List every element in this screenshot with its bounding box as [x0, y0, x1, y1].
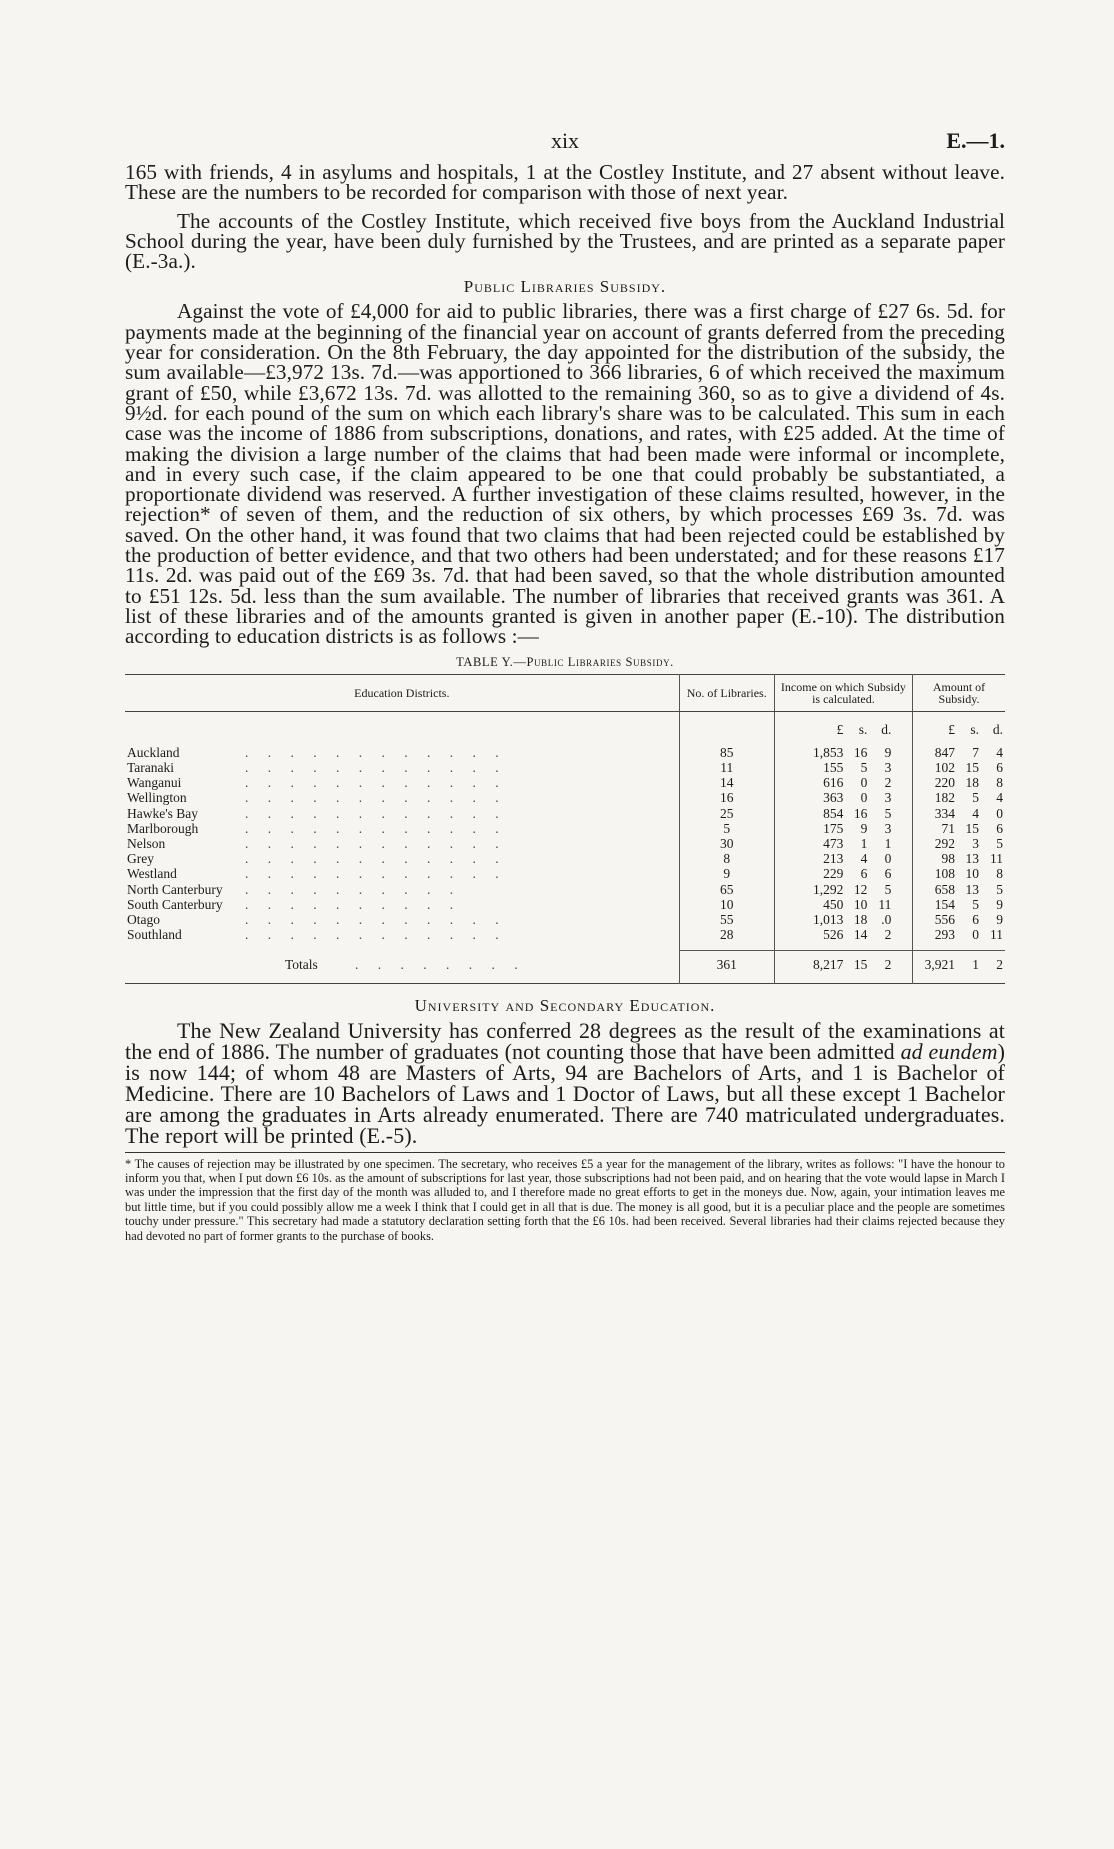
leader-dots: . . . . . . . .	[355, 957, 526, 973]
pence-value: .0	[881, 911, 892, 927]
pence-value: 2	[884, 775, 892, 791]
pence-value: 0	[996, 805, 1003, 821]
pence-value: 8	[996, 775, 1003, 791]
shillings-value: 4	[972, 805, 979, 821]
paragraph-libraries: Against the vote of £4,000 for aid to public libraries, there was a first charge of £27 6s. 5d. for payments made at the beginning of the financial year on account of grants deferred from the preceding year for consideration. On the 8th February, the day appointed for the distribution of the subsidy, the sum available—£3,972 13s. 7d.—was apportioned to 366 libraries, 6 of which received the maximum grant of £50, while £3,672 13s. 7d. was allotted to the remaining 360, so as to give a dividend of 4s. 9½d. for each pound of the sum on which each library's share was to be calculated. This sum in each case was the income of 1886 from subscriptions, donations, and rates, with £25 added. At the time of making the division a large number of the claims that had been made were informal or incomplete, and in every such case, if the claim appeared to be one that could probably be substantiated, a proportionate dividend was reserved. A further investigation of these claims resulted, however, in the rejection* of seven of them, and the reduction of six others, by which processes £69 3s. 7d. was saved. On the other hand, it was found that two claims that had been rejected could be established by the production of better evidence, and that two others had been understated; and for these reasons £17 11s. 2d. was paid out of the £69 3s. 7d. that had been saved, so that the whole distribution amounted to £51 12s. 5d. less than the sum available. The number of libraries that received grants was 361. A list of these libraries and of the amounts granted is given in another paper (E.-10). The distribution according to education districts is as follows :—	[125, 299, 1005, 649]
subsidy-value	[913, 775, 1006, 790]
pounds-value: 71	[941, 820, 955, 836]
footnote: * The causes of rejection may be illustrated by one specimen. The secretary, who receives £5 a year for the management of the library, writes as follows: "I have the honour to inform you that, when I put down £6 10s. as the amount of subscriptions for last year, those subscriptions had not been paid, and on hearing that the vote would lapse in March I was under the impression that the first day of the month was alluded to, and I therefore made no great efforts to get in the moneys due. Now, again, your intimation leaves me but little time, but if you could possibly allow me a week I think that I could get in all that is due. The money is all good, but it is a peculiar place and the people are sometimes touchy under pressure." This secretary had made a statutory declaration setting forth that the £6 10s. had been received. Several libraries had their claims rejected because they had devoted no part of former grants to the purchase of books.	[125, 1156, 1005, 1243]
district-name	[125, 927, 679, 942]
pounds-value: 363	[823, 790, 844, 806]
subsidy-value	[913, 745, 1006, 760]
shillings-value: 15	[853, 957, 868, 973]
district-label: Southland	[127, 927, 182, 943]
subsidy-value	[913, 882, 1006, 897]
income-value	[774, 912, 912, 927]
table-row	[125, 882, 1005, 897]
leader-dots: . . . . . . . . . . . .	[245, 911, 507, 927]
unit-shillings: s.	[970, 721, 979, 737]
pounds-value: 182	[934, 790, 955, 806]
col-amount: Amount of Subsidy.	[913, 674, 1006, 711]
district-label: Grey	[127, 851, 154, 867]
income-value	[774, 851, 912, 866]
district-label: Marlborough	[127, 820, 199, 836]
shillings-value: 15	[965, 820, 979, 836]
table-row	[125, 760, 1005, 775]
heading-libraries: Public Libraries Subsidy.	[463, 277, 667, 297]
leader-dots: . . . . . . . . . . . .	[245, 775, 507, 791]
shillings-value: 7	[972, 744, 979, 760]
total-subsidy	[913, 951, 1006, 983]
libraries-table	[125, 674, 1005, 984]
pence-value: 3	[884, 790, 892, 806]
libraries-count: 25	[679, 806, 774, 821]
leader-dots: . . . . . . . . . . . .	[245, 759, 507, 775]
pounds-value: 213	[823, 851, 844, 867]
unit-pounds: £	[948, 721, 955, 737]
table-row	[125, 745, 1005, 760]
income-value	[774, 821, 912, 836]
pounds-value: 473	[823, 835, 844, 851]
pounds-value: 854	[823, 805, 844, 821]
table-row	[125, 806, 1005, 821]
libraries-count: 30	[679, 836, 774, 851]
pounds-value: 3,921	[924, 957, 955, 973]
table-row	[125, 821, 1005, 836]
pence-value: 5	[884, 805, 892, 821]
libraries-count: 14	[679, 775, 774, 790]
table-row	[125, 775, 1005, 790]
district-name	[125, 912, 679, 927]
pence-value: 5	[884, 881, 892, 897]
subsidy-value	[913, 790, 1006, 805]
shillings-value: 18	[853, 911, 868, 927]
shillings-value: 12	[853, 881, 868, 897]
shillings-value: 5	[860, 759, 868, 775]
subsidy-value	[913, 897, 1006, 912]
pence-value: 5	[996, 835, 1003, 851]
table-row	[125, 866, 1005, 881]
paragraph-asylums: 165 with friends, 4 in asylums and hospitals, 1 at the Costley Institute, and 27 absent without leave. These are the numbers to be recorded for comparison with those of next year.	[125, 160, 1005, 205]
unit-shillings: s.	[858, 721, 868, 737]
shillings-value: 14	[853, 927, 868, 943]
shillings-value: 0	[860, 790, 868, 806]
pence-value: 6	[996, 759, 1003, 775]
district-name	[125, 836, 679, 851]
income-value	[774, 760, 912, 775]
pounds-value: 108	[934, 866, 955, 882]
col-districts: Education Districts.	[125, 674, 679, 711]
footnote-rule	[125, 1152, 1005, 1153]
subsidy-value	[913, 866, 1006, 881]
subsidy-value	[913, 760, 1006, 775]
pounds-value: 334	[934, 805, 955, 821]
pence-value: 2	[884, 957, 892, 973]
shillings-value: 3	[972, 835, 979, 851]
pence-value: 4	[996, 790, 1003, 806]
col-libraries: No. of Libraries.	[679, 674, 774, 711]
pounds-value: 1,013	[813, 911, 844, 927]
shillings-value: 9	[860, 820, 868, 836]
district-name	[125, 775, 679, 790]
shillings-value: 4	[860, 851, 868, 867]
leader-dots: . . . . . . . . . . . .	[245, 790, 507, 806]
pounds-value: 293	[934, 927, 955, 943]
document-page	[125, 128, 1005, 1243]
shillings-value: 18	[965, 775, 979, 791]
pence-value: 5	[996, 881, 1003, 897]
district-name	[125, 806, 679, 821]
subsidy-value	[913, 851, 1006, 866]
income-value	[774, 790, 912, 805]
unit-pounds: £	[836, 721, 844, 737]
university-text-b: ) is now 144; of whom 48 are Masters of Arts, 94 are Bachelors of Arts, and 1 is Bachelor of Medicine. There are 10 Bachelors of Laws and 1 Doctor of Laws, but all these except 1 Bachelor are among the graduates in Arts already enumerated. There are 740 matriculated undergraduates. The report will be printed (E.-5).	[125, 1038, 1005, 1148]
pence-value: 3	[884, 759, 892, 775]
leader-dots: . . . . . . . . . . . .	[245, 866, 507, 882]
pounds-value: 102	[934, 759, 955, 775]
district-label: Otago	[127, 911, 160, 927]
series-code: E.—1.	[946, 128, 1005, 153]
pounds-value: 220	[934, 775, 955, 791]
libraries-count: 65	[679, 882, 774, 897]
pounds-value: 292	[934, 835, 955, 851]
shillings-value: 15	[965, 759, 979, 775]
district-label: Nelson	[127, 835, 166, 851]
pounds-value: 1,853	[813, 744, 844, 760]
subsidy-value	[913, 836, 1006, 851]
shillings-value: 16	[853, 744, 868, 760]
district-label: Hawke's Bay	[127, 805, 199, 821]
totals-row	[125, 951, 1005, 983]
district-label: Taranaki	[127, 759, 175, 775]
pounds-value: 8,217	[813, 957, 844, 973]
table-row	[125, 851, 1005, 866]
pounds-value: 450	[823, 896, 844, 912]
shillings-value: 0	[860, 775, 868, 791]
district-label: Westland	[127, 866, 177, 882]
pounds-value: 175	[823, 820, 844, 836]
totals-text: Totals	[285, 957, 318, 973]
table-row	[125, 927, 1005, 942]
district-name	[125, 866, 679, 881]
income-value	[774, 897, 912, 912]
shillings-value: 10	[965, 866, 979, 882]
income-value	[774, 745, 912, 760]
table-row	[125, 897, 1005, 912]
libraries-count: 10	[679, 897, 774, 912]
pence-value: 11	[878, 896, 892, 912]
subsidy-value	[913, 821, 1006, 836]
university-italic: ad eundem	[900, 1038, 998, 1064]
district-name	[125, 790, 679, 805]
unit-pence: d.	[881, 721, 892, 737]
totals-label	[125, 951, 679, 983]
libraries-count: 28	[679, 927, 774, 942]
pence-value: 3	[884, 820, 892, 836]
district-label: Auckland	[127, 744, 180, 760]
shillings-value: 13	[965, 851, 979, 867]
income-value	[774, 882, 912, 897]
district-name	[125, 745, 679, 760]
subsidy-value	[913, 927, 1006, 942]
income-value	[774, 836, 912, 851]
pounds-value: 556	[934, 911, 955, 927]
shillings-value: 5	[972, 896, 979, 912]
pence-value: 4	[996, 744, 1003, 760]
district-label: North Canterbury	[127, 881, 223, 897]
shillings-value: 16	[853, 805, 868, 821]
subsidy-value	[913, 806, 1006, 821]
leader-dots: . . . . . . . . . . . .	[245, 820, 507, 836]
total-income	[774, 951, 912, 983]
pounds-value: 526	[823, 927, 844, 943]
heading-university: University and Secondary Education.	[414, 995, 716, 1015]
leader-dots: . . . . . . . . . . . .	[245, 835, 507, 851]
district-label: Wellington	[127, 790, 187, 806]
pounds-value: 155	[823, 759, 844, 775]
pence-value: 0	[884, 851, 892, 867]
leader-dots: . . . . . . . . . .	[245, 896, 462, 912]
district-name	[125, 821, 679, 836]
pence-value: 1	[884, 835, 892, 851]
pence-value: 9	[884, 744, 892, 760]
leader-dots: . . . . . . . . . . . .	[245, 744, 507, 760]
pounds-value: 658	[934, 881, 955, 897]
subsidy-value	[913, 912, 1006, 927]
district-name	[125, 897, 679, 912]
income-value	[774, 927, 912, 942]
pence-value: 9	[996, 896, 1003, 912]
pence-value: 11	[990, 851, 1003, 867]
pence-value: 6	[996, 820, 1003, 836]
university-text-a: The New Zealand University has conferred 28 degrees as the result of the examinations at the end of 1886. The number of graduates (not counting those that have been admitted	[125, 1017, 1005, 1064]
unit-pence: d.	[992, 721, 1003, 737]
income-value	[774, 775, 912, 790]
district-name	[125, 882, 679, 897]
paragraph-university	[125, 1017, 1005, 1148]
leader-dots: . . . . . . . . . . . .	[245, 851, 507, 867]
pounds-value: 1,292	[813, 881, 844, 897]
income-value	[774, 806, 912, 821]
shillings-value: 5	[972, 790, 979, 806]
pence-value: 11	[990, 927, 1003, 943]
col-income: Income on which Subsidy is calculated.	[774, 674, 912, 711]
shillings-value: 10	[853, 896, 868, 912]
libraries-count: 8	[679, 851, 774, 866]
libraries-count: 5	[679, 821, 774, 836]
libraries-count: 55	[679, 912, 774, 927]
district-name	[125, 851, 679, 866]
pence-value: 6	[884, 866, 892, 882]
leader-dots: . . . . . . . . . .	[245, 881, 462, 897]
table-row	[125, 790, 1005, 805]
libraries-count: 16	[679, 790, 774, 805]
pence-value: 2	[996, 957, 1003, 973]
shillings-value: 13	[965, 881, 979, 897]
total-libraries: 361	[679, 951, 774, 983]
shillings-value: 0	[972, 927, 979, 943]
pounds-value: 847	[934, 744, 955, 760]
district-name	[125, 760, 679, 775]
libraries-count: 9	[679, 866, 774, 881]
district-label: Wanganui	[127, 775, 182, 791]
pounds-value: 154	[934, 896, 955, 912]
page-number: xix	[550, 128, 580, 153]
units-row	[125, 711, 1005, 737]
shillings-value: 6	[860, 866, 868, 882]
pounds-value: 98	[941, 851, 955, 867]
paragraph-costley: The accounts of the Costley Institute, which received five boys from the Auckland Industrial School during the year, have been duly furnished by the Trustees, and are printed as a separate paper (E.-3a.).	[125, 208, 1005, 274]
district-label: South Canterbury	[127, 896, 223, 912]
leader-dots: . . . . . . . . . . . .	[245, 805, 507, 821]
pounds-value: 229	[823, 866, 844, 882]
income-value	[774, 866, 912, 881]
pounds-value: 616	[823, 775, 844, 791]
shillings-value: 1	[972, 957, 979, 973]
table-caption: TABLE Y.—Public Libraries Subsidy.	[456, 654, 674, 669]
shillings-value: 1	[860, 835, 868, 851]
pence-value: 8	[996, 866, 1003, 882]
shillings-value: 6	[972, 911, 979, 927]
libraries-count: 11	[679, 760, 774, 775]
leader-dots: . . . . . . . . . . . .	[245, 927, 507, 943]
libraries-count: 85	[679, 745, 774, 760]
pence-value: 2	[884, 927, 892, 943]
table-row	[125, 912, 1005, 927]
pence-value: 9	[996, 911, 1003, 927]
table-row	[125, 836, 1005, 851]
page-header	[125, 128, 1005, 162]
